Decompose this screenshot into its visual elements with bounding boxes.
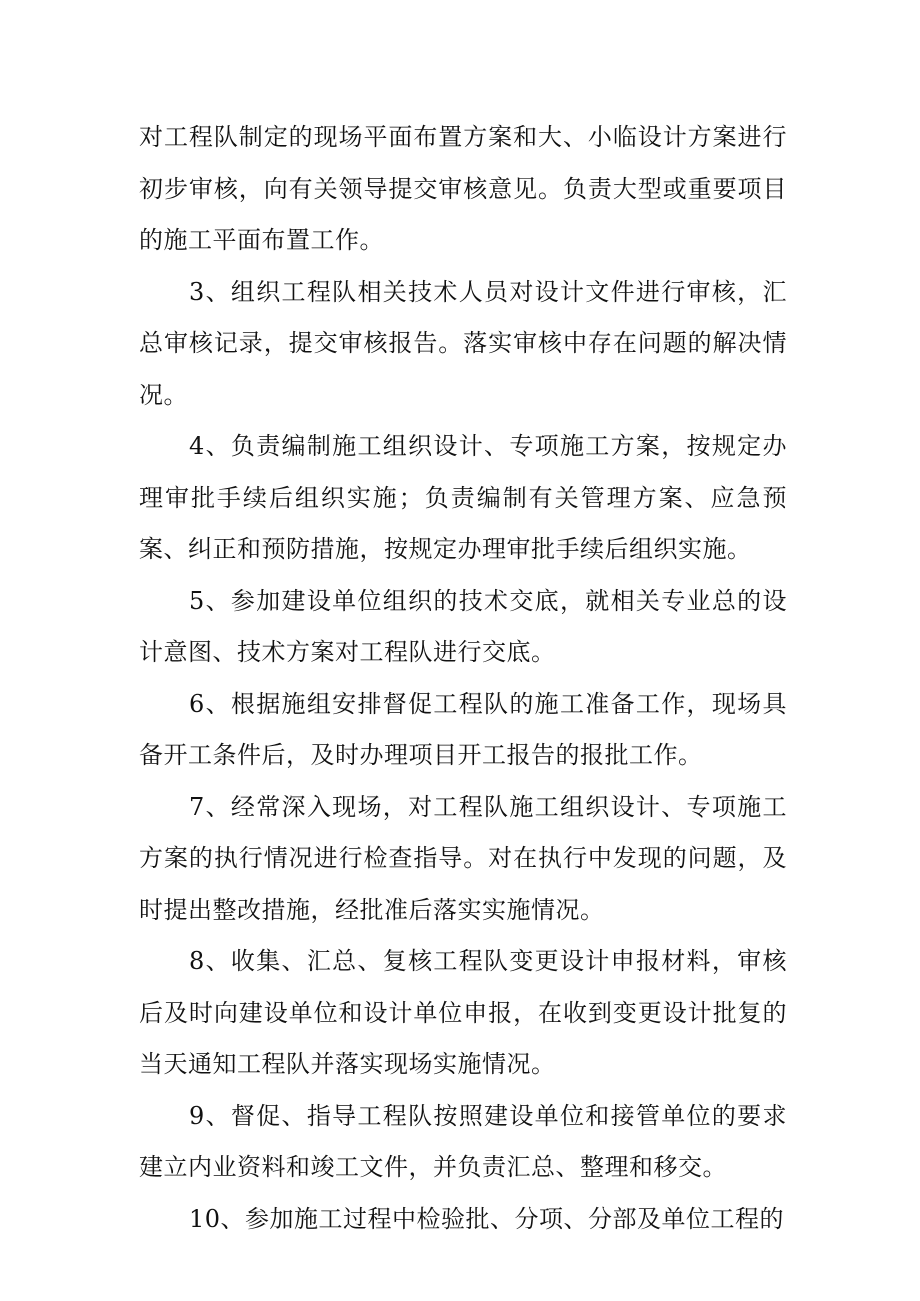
paragraph-item-10: 10、参加施工过程中检验批、分项、分部及单位工程的 — [189, 1204, 785, 1233]
paragraph-item-9: 9、督促、指导工程队按照建设单位和接管单位的要求建立内业资料和竣工文件，并负责汇总、整理和移交。 — [139, 1101, 787, 1181]
document-body — [139, 112, 787, 1245]
paragraph-item-6: 6、根据施组安排督促工程队的施工准备工作，现场具备开工条件后，及时办理项目开工报告的报批工作。 — [139, 689, 787, 769]
paragraph-item-5: 5、参加建设单位组织的技术交底，就相关专业总的设计意图、技术方案对工程队进行交底。 — [139, 586, 787, 666]
paragraph-item-4: 4、负责编制施工组织设计、专项施工方案，按规定办理审批手续后组织实施；负责编制有关管理方案、应急预案、纠正和预防措施，按规定办理审批手续后组织实施。 — [139, 432, 787, 563]
paragraph-item-7: 7、经常深入现场，对工程队施工组织设计、专项施工方案的执行情况进行检查指导。对在执行中发现的问题，及时提出整改措施，经批准后落实实施情况。 — [139, 792, 787, 924]
paragraph-item-3: 3、组织工程队相关技术人员对设计文件进行审核，汇总审核记录，提交审核报告。落实审核中存在问题的解决情况。 — [139, 277, 787, 409]
paragraph-item-8: 8、收集、汇总、复核工程队变更设计申报材料，审核后及时向建设单位和设计单位申报，在收到变更设计批复的当天通知工程队并落实现场实施情况。 — [139, 947, 787, 1078]
paragraph-continuation: 对工程队制定的现场平面布置方案和大、小临设计方案进行初步审核，向有关领导提交审核意见。负责大型或重要项目的施工平面布置工作。 — [139, 123, 787, 254]
